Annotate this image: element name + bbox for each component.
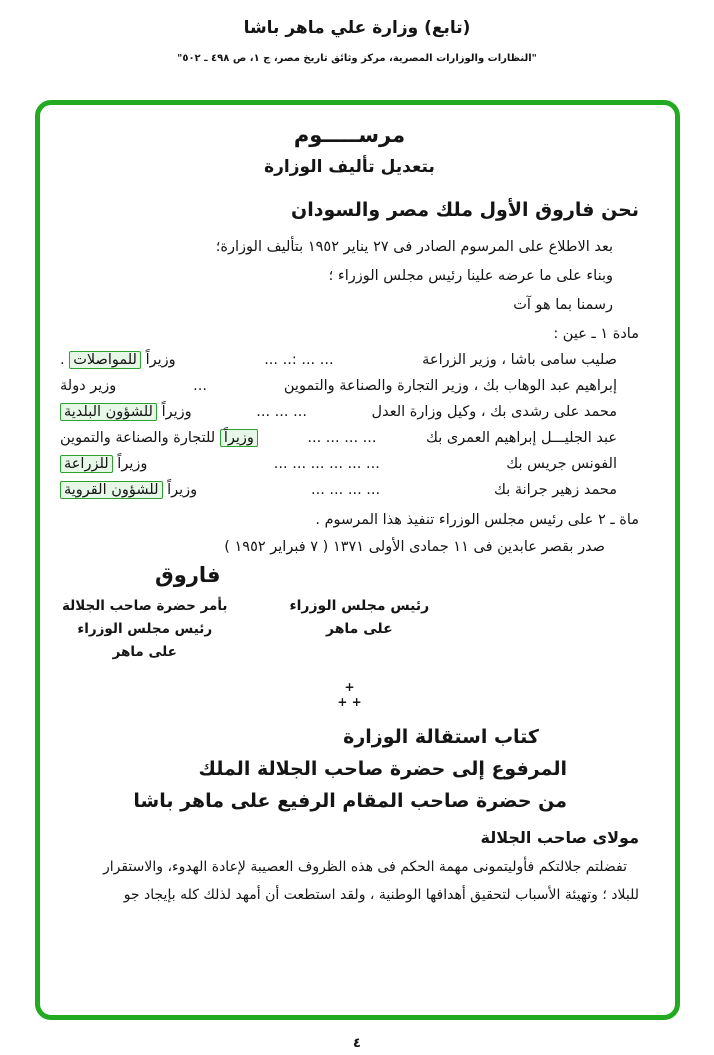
article-1-heading: مادة ١ ـ عين : xyxy=(553,326,639,342)
minister-post xyxy=(60,456,147,472)
ornament-separator xyxy=(60,680,639,710)
pm-name: على ماهر xyxy=(326,621,393,637)
appointment-line xyxy=(60,378,639,394)
minister-post xyxy=(60,482,197,498)
royal-style-line: نحن فاروق الأول ملك مصر والسودان xyxy=(291,199,639,221)
page-header xyxy=(0,0,714,64)
minister-post xyxy=(60,430,258,446)
decree-title: مرســـــوم xyxy=(293,123,406,147)
appointee-name: عبد الجليـــل إبراهيم العمرى بك xyxy=(426,430,617,446)
highlighted-post: للشؤون القروية xyxy=(60,481,163,499)
appointment-line xyxy=(60,404,639,420)
post-prefix: وزيراً xyxy=(145,352,176,368)
royal-order-line-2: رئيس مجلس الوزراء xyxy=(77,621,213,637)
ornament-line-2: + + xyxy=(337,695,362,709)
royal-order-line-1: بأمر حضرة صاحب الجلالة xyxy=(62,598,228,614)
post-tail: . xyxy=(60,352,65,368)
post-tail: للتجارة والصناعة والتموين xyxy=(60,430,216,446)
appointments-list xyxy=(60,352,639,498)
minister-post xyxy=(60,352,176,368)
king-signature: فاروق xyxy=(155,563,221,587)
appointment-line xyxy=(60,352,639,368)
decree-subtitle: بتعديل تأليف الوزارة xyxy=(264,157,435,177)
source-citation: "النظارات والوزارات المصرية، مركز وثائق تاريخ مصر، ج ١، ص ٤٩٨ ـ ٥٠٢" xyxy=(177,53,537,64)
dotted-leader: ... ... ... ... xyxy=(311,482,381,498)
page-number: ٤ xyxy=(353,1036,361,1051)
post-prefix: وزير دولة xyxy=(60,378,117,394)
royal-order-line-3: على ماهر xyxy=(112,644,177,660)
highlighted-post: وزيراً xyxy=(220,429,258,447)
royal-order-block xyxy=(62,591,227,660)
dotted-leader: ... ... ... ... ... ... xyxy=(273,456,380,472)
appointee-name: إبراهيم عبد الوهاب بك ، وزير التجارة والصناعة والتموين xyxy=(283,378,617,394)
dotted-leader: ... ... ... xyxy=(256,404,307,420)
preamble-line-2: وبناء على ما عرضه علينا رئيس مجلس الوزراء ؛ xyxy=(328,268,613,284)
signatures-row xyxy=(60,591,639,660)
issue-date-line: صدر بقصر عابدين فى ١١ جمادى الأولى ١٣٧١ ( ٧ فبراير ١٩٥٢ ) xyxy=(224,539,605,555)
article-2-line: ماة ـ ٢ على رئيس مجلس الوزراء تنفيذ هذا المرسوم . xyxy=(315,512,639,528)
salutation-line: مولاى صاحب الجلالة xyxy=(480,828,639,847)
post-prefix: وزيراً xyxy=(161,404,192,420)
preamble-line-3: رسمنا بما هو آت xyxy=(513,297,613,313)
page-header-title: (تابع) وزارة علي ماهر باشا xyxy=(243,18,471,38)
minister-post xyxy=(60,404,192,420)
body-line-2: للبلاد ؛ وتهيئة الأسباب لتحقيق أهدافها الوطنية ، ولقد استطعت أن أمهد لذلك كله بإيجاد جو xyxy=(123,887,639,903)
highlighted-post: للمواصلات xyxy=(69,351,141,369)
resignation-title: كتاب استقالة الوزارة xyxy=(343,726,539,748)
highlighted-post: للزراعة xyxy=(60,455,113,473)
appointee-name: محمد على رشدى بك ، وكيل وزارة العدل xyxy=(371,404,617,420)
appointee-name: صليب سامى باشا ، وزير الزراعة xyxy=(422,352,617,368)
dotted-leader: ... ... ... ... xyxy=(307,430,377,446)
highlighted-post: للشؤون البلدية xyxy=(60,403,157,421)
post-prefix: وزيراً xyxy=(117,456,148,472)
dotted-leader: ... ... :.. ... xyxy=(264,352,334,368)
post-prefix: وزيراً xyxy=(167,482,198,498)
dotted-leader: ... xyxy=(193,378,207,394)
pm-title: رئيس مجلس الوزراء xyxy=(289,598,430,614)
appointee-name: محمد زهير جرانة بك xyxy=(493,482,617,498)
addressee-line-1: المرفوع إلى حضرة صاحب الجلالة الملك xyxy=(198,758,567,780)
pm-signature-block xyxy=(289,591,429,660)
appointment-line xyxy=(60,430,639,446)
addressee-line-2: من حضرة صاحب المقام الرفيع على ماهر باشا xyxy=(133,790,567,812)
appointment-line xyxy=(60,482,639,498)
preamble-line-1: بعد الاطلاع على المرسوم الصادر فى ٢٧ يناير ١٩٥٢ بتأليف الوزارة؛ xyxy=(215,239,613,255)
minister-post xyxy=(60,378,116,394)
appointee-name: الفونس جريس بك xyxy=(506,456,617,472)
document-frame xyxy=(35,100,680,1020)
ornament-line-1: + xyxy=(344,680,355,694)
appointment-line xyxy=(60,456,639,472)
body-line-1: تفضلتم جلالتكم فأوليتمونى مهمة الحكم فى هذه الظروف العصيبة لإعادة الهدوء، والاستقرار xyxy=(102,859,627,875)
